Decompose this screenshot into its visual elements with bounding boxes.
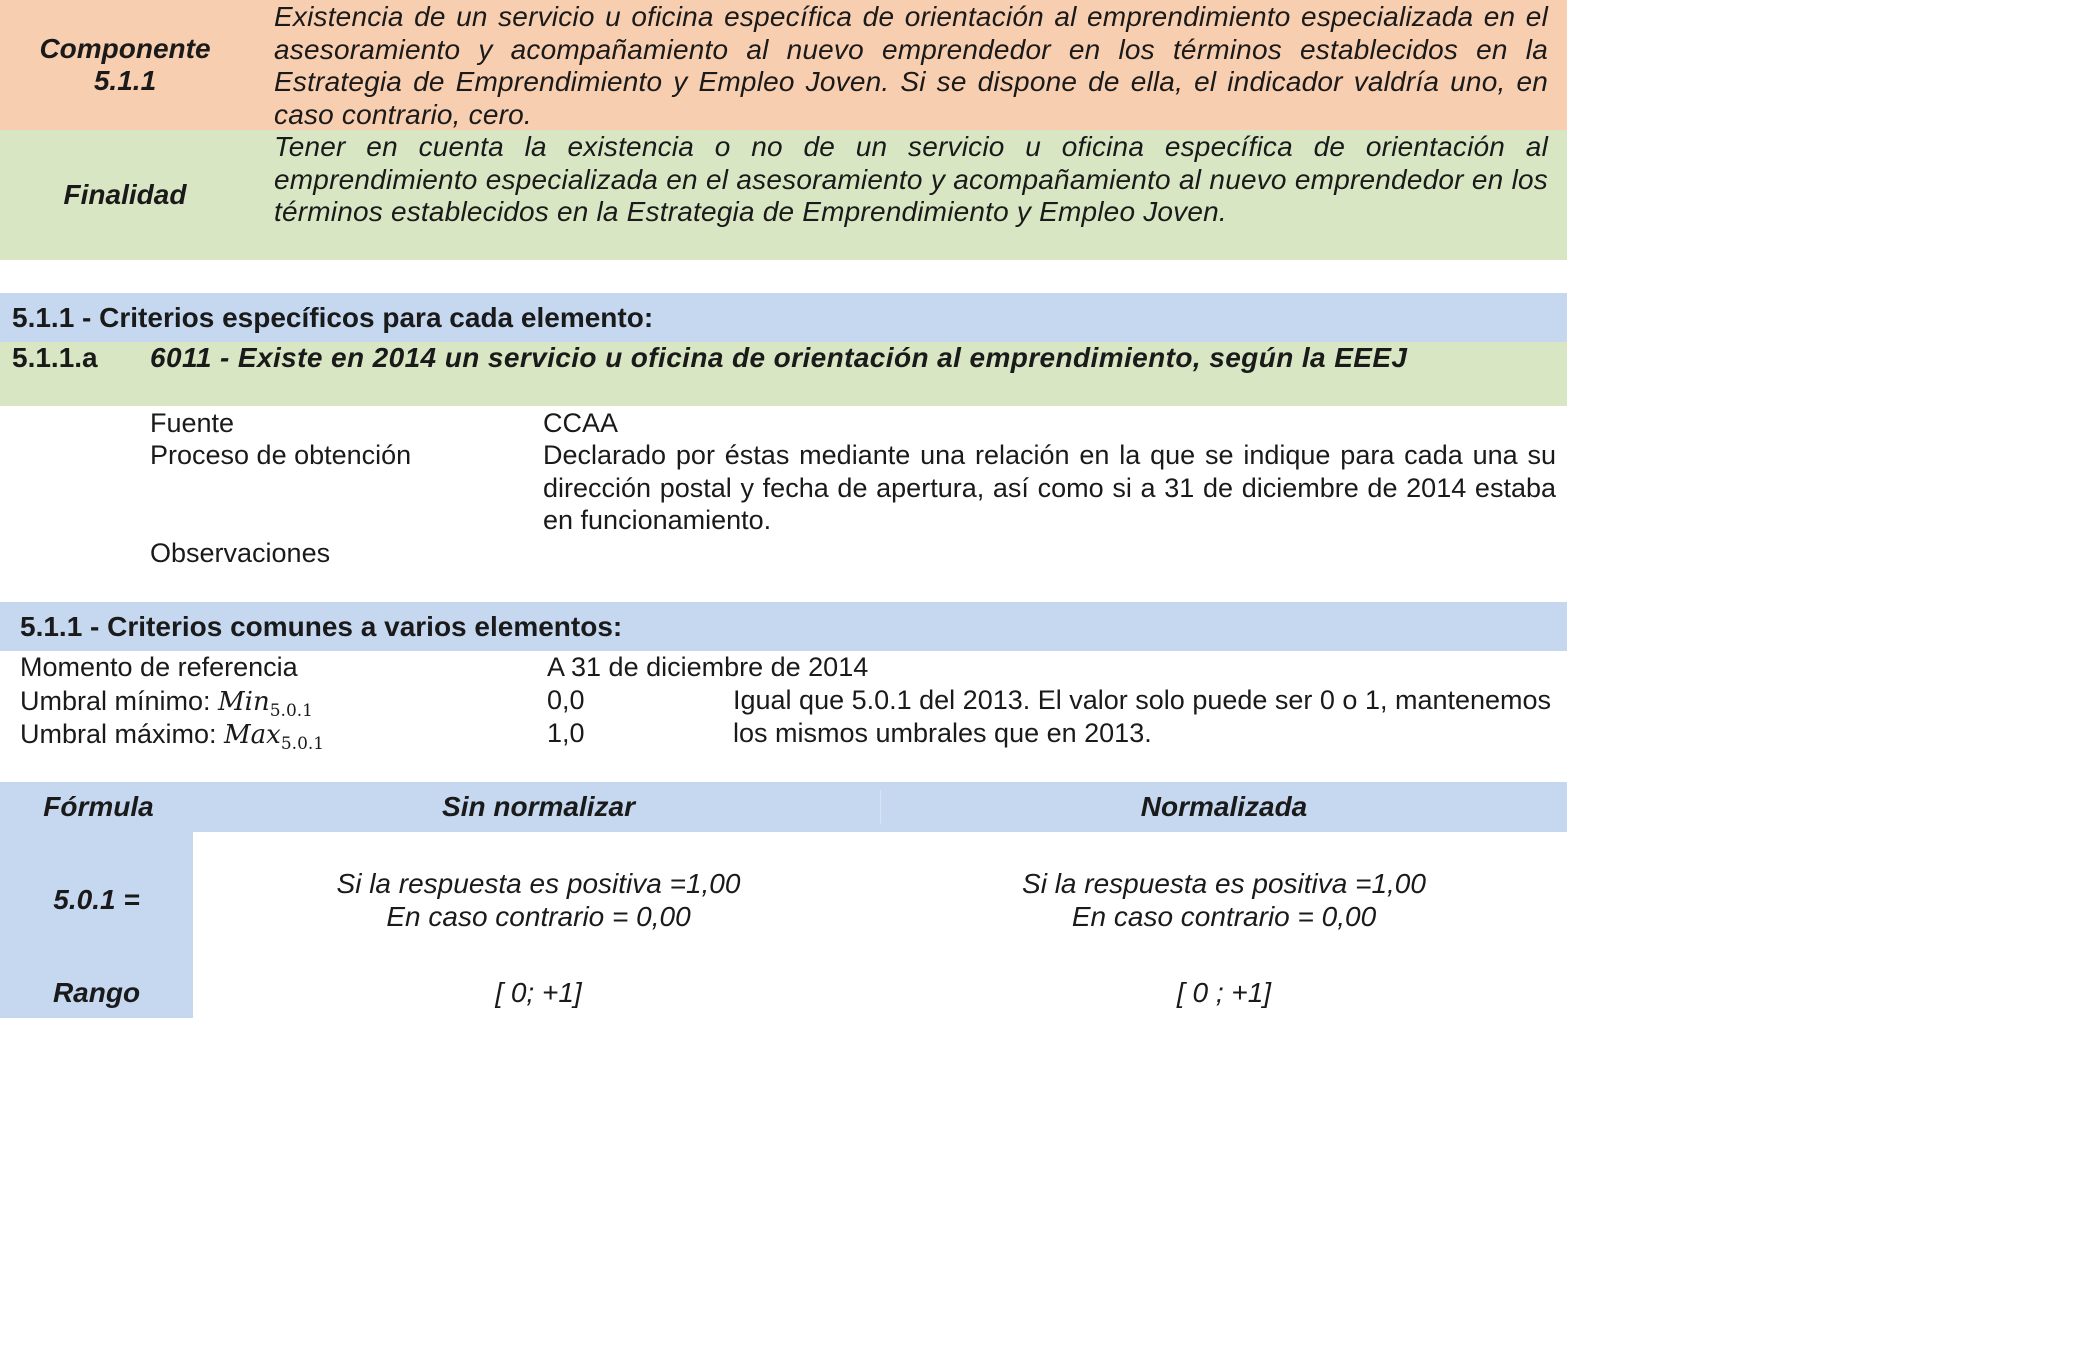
header-sin-normalizar: Sin normalizar xyxy=(442,791,635,822)
componente-label: Componente xyxy=(39,33,211,64)
item-code: 5.1.1.a xyxy=(12,342,98,373)
umbral-min-symbol: Min xyxy=(218,687,270,717)
umbral-min-formula xyxy=(218,687,313,721)
formula-row-label: 5.0.1 = xyxy=(53,884,140,915)
momento-value: A 31 de diciembre de 2014 xyxy=(547,652,869,682)
criterios-especificos-title: 5.1.1 - Criterios específicos para cada elemento: xyxy=(12,302,654,333)
header-normalizada: Normalizada xyxy=(1140,791,1308,822)
rango-label: Rango xyxy=(52,977,141,1008)
umbral-min-text: Umbral mínimo: xyxy=(20,686,211,716)
proceso-value: Declarado por éstas mediante una relación en la que se indique para cada una su dirección postal y fecha de apertura, así como si a 31 de diciembre de 2014 estaba en funcionamiento. xyxy=(543,440,1556,535)
fuente-label: Fuente xyxy=(150,408,235,438)
proceso-label: Proceso de obtención xyxy=(150,440,412,470)
finalidad-label: Finalidad xyxy=(63,179,187,210)
normalizada-line1: Si la respuesta es positiva =1,00 xyxy=(1022,868,1426,899)
umbral-max-subscript: 5.0.1 xyxy=(280,734,325,754)
umbral-max-label xyxy=(20,718,324,761)
criterios-comunes-title: 5.1.1 - Criterios comunes a varios elementos: xyxy=(20,611,623,642)
normalizada-cell xyxy=(881,867,1567,933)
momento-label: Momento de referencia xyxy=(20,652,298,682)
componente-code: 5.1.1 xyxy=(93,65,157,96)
componente-text: Existencia de un servicio u oficina específica de orientación al emprendimiento especializada en el asesoramiento y acompañamiento al nuevo emprendedor en los términos establecidos en la Estrategia de Emprendimiento y Empleo Joven. Si se dispone de ella, el indicador valdría uno, en caso contrario, cero. xyxy=(274,1,1548,130)
header-formula: Fórmula xyxy=(43,791,154,822)
umbral-max-text: Umbral máximo: xyxy=(20,719,217,749)
componente-label-cell xyxy=(0,0,250,130)
umbral-max-value: 1,0 xyxy=(547,718,585,748)
umbral-min-subscript: 5.0.1 xyxy=(269,701,313,721)
observaciones-label: Observaciones xyxy=(150,538,331,568)
umbral-max-formula xyxy=(224,720,325,754)
rango-sin-normalizar: [ 0; +1] xyxy=(495,977,582,1008)
umbral-min-value: 0,0 xyxy=(547,685,585,715)
normalizada-line2: En caso contrario = 0,00 xyxy=(1071,901,1377,932)
umbral-max-symbol: Max xyxy=(224,720,281,750)
sin-normalizar-cell xyxy=(197,867,880,933)
finalidad-text: Tener en cuenta la existencia o no de un servicio u oficina específica de orientación al emprendimiento especializada en el asesoramiento y acompañamiento al nuevo emprendedor en los términos establecidos en la Estrategia de Emprendimiento y Empleo Joven. xyxy=(274,131,1548,227)
sin-normalizar-line1: Si la respuesta es positiva =1,00 xyxy=(336,868,741,899)
item-title: 6011 - Existe en 2014 un servicio u oficina de orientación al emprendimiento, según la EEEJ xyxy=(150,342,1408,373)
fuente-value: CCAA xyxy=(543,408,619,438)
sin-normalizar-line2: En caso contrario = 0,00 xyxy=(386,901,691,932)
rango-normalizada: [ 0 ; +1] xyxy=(1176,977,1272,1008)
finalidad-label-cell xyxy=(0,130,250,260)
umbrales-note: Igual que 5.0.1 del 2013. El valor solo puede ser 0 o 1, mantenemos los mismos umbrales que en 2013. xyxy=(733,685,1552,748)
